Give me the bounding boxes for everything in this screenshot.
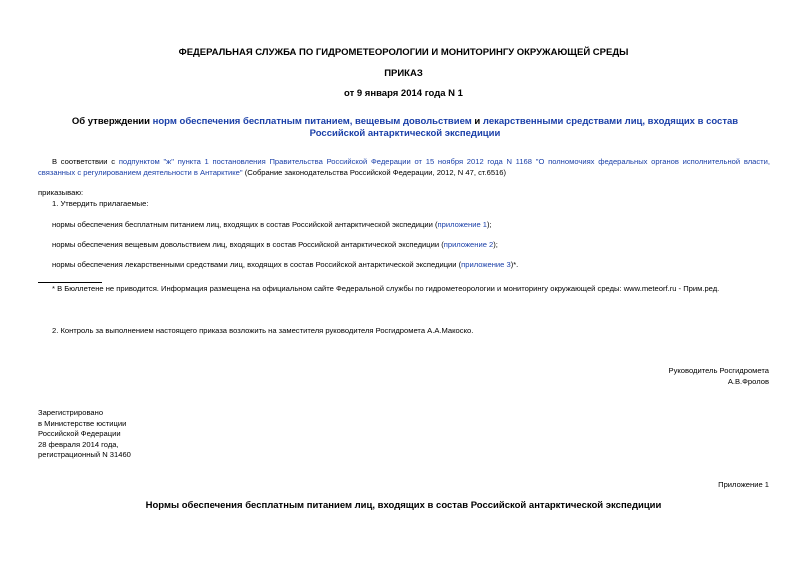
item-1: 1. Утвердить прилагаемые:: [52, 199, 149, 208]
title-link-medicine[interactable]: лекарственными средствами лиц, входящих в состав Российской антарктической экспедиции: [309, 116, 739, 139]
intro-link-subparagraph[interactable]: подпунктом "ж" пункта 1 постановления Правительства Российской Федерации от 15 ноября 2012 года N 1168: [118, 157, 533, 166]
title-middle: и: [471, 116, 483, 127]
norm-clothing-text: нормы обеспечения вещевым довольствием лиц, входящих в состав Российской антарктической экспедиции (: [52, 240, 444, 249]
norm-food-line: [52, 220, 492, 229]
document-date-number: от 9 января 2014 года N 1: [344, 88, 463, 99]
norm-medicine-text: нормы обеспечения лекарственными средствами лиц, входящих в состав Российской антарктической экспедиции (: [52, 260, 462, 269]
registration-line-3: Российской Федерации: [38, 429, 121, 438]
norm-clothing-line: [52, 240, 498, 249]
annex-1-link[interactable]: приложение 1: [437, 220, 488, 229]
annex-3-link[interactable]: приложение 3: [461, 260, 511, 269]
title-prefix: Об утверждении: [71, 116, 153, 127]
document-title: [60, 116, 750, 140]
intro-part-1: В соответствии с: [52, 157, 119, 166]
document-type: ПРИКАЗ: [384, 68, 423, 79]
norm-medicine-end: )*.: [510, 260, 519, 269]
annex-label: Приложение 1: [718, 480, 769, 489]
registration-line-4: 28 февраля 2014 года,: [38, 439, 119, 449]
norm-medicine-line: [52, 260, 518, 269]
item-2: 2. Контроль за выполнением настоящего приказа возложить на заместителя руководителя Росгидромета А.А.Макоско.: [52, 326, 474, 335]
signature-position: Руководитель Росгидромета: [668, 366, 769, 375]
intro-part-3: (Собрание законодательства Российской Федерации, 2012, N 47, ст.6516): [242, 168, 507, 177]
annex-title: Нормы обеспечения бесплатным питанием лиц, входящих в состав Российской антарктической экспедиции: [145, 500, 662, 511]
organization-heading: ФЕДЕРАЛЬНАЯ СЛУЖБА ПО ГИДРОМЕТЕОРОЛОГИИ И МОНИТОРИНГУ ОКРУЖАЮЩЕЙ СРЕДЫ: [178, 47, 629, 58]
intro-link-resolution[interactable]: "О полномочиях федеральных органов исполнительной власти, связанных с регулированием деятельности в Антарктике": [38, 157, 770, 177]
registration-line-5: регистрационный N 31460: [38, 450, 131, 459]
registration-line-2: в Министерстве юстиции: [38, 418, 127, 428]
footnote: * В Бюллетене не приводится. Информация размещена на официальном сайте Федеральной службы по гидрометеорологии и мониторингу окружающей среды: www.meteorf.ru - Прим.ред.: [52, 284, 720, 293]
intro-paragraph: [38, 156, 770, 178]
signature-name: А.В.Фролов: [727, 377, 769, 386]
annex-2-link[interactable]: приложение 2: [443, 240, 494, 249]
title-link-norms[interactable]: норм обеспечения бесплатным питанием, вещевым довольствием: [152, 116, 472, 127]
norm-clothing-end: );: [493, 240, 498, 249]
norm-food-text: нормы обеспечения бесплатным питанием лиц, входящих в состав Российской антарктической экспедиции (: [52, 220, 438, 229]
footnote-divider: [38, 282, 102, 283]
order-word: приказываю:: [38, 188, 84, 197]
registration-block: [38, 408, 131, 461]
registration-line-1: Зарегистрировано: [38, 408, 104, 417]
norm-food-end: );: [487, 220, 492, 229]
